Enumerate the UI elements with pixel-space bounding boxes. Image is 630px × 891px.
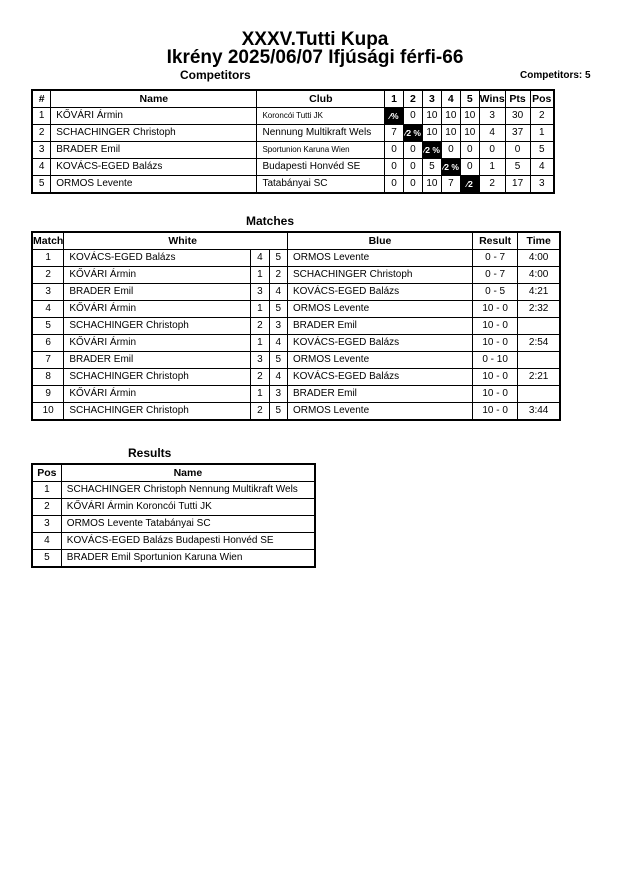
match-time: 4:00 xyxy=(518,250,560,267)
match-row xyxy=(32,267,560,284)
match-number: 7 xyxy=(32,352,64,369)
competitor-position: 3 xyxy=(530,176,554,194)
match-result: 10 - 0 xyxy=(472,335,517,352)
match-number: 8 xyxy=(32,369,64,386)
score-cell: 10 xyxy=(460,125,479,142)
score-cell: 10 xyxy=(422,108,441,125)
competitor-points: 17 xyxy=(505,176,530,194)
col-header-3: 3 xyxy=(422,90,441,108)
white-competitor: KŐVÁRI Ármin xyxy=(64,267,251,284)
match-result: 10 - 0 xyxy=(472,318,517,335)
col-header-name: Name xyxy=(51,90,257,108)
white-competitor: BRADER Emil xyxy=(64,284,251,301)
blue-number: 4 xyxy=(269,335,287,352)
match-number: 9 xyxy=(32,386,64,403)
competitor-points: 37 xyxy=(505,125,530,142)
competitor-row xyxy=(32,125,554,142)
white-number: 2 xyxy=(251,318,269,335)
competitor-number: 5 xyxy=(32,176,51,194)
result-name: KŐVÁRI Ármin Koroncói Tutti JK xyxy=(61,499,315,516)
result-row xyxy=(32,482,315,499)
competitor-number: 2 xyxy=(32,125,51,142)
match-result: 10 - 0 xyxy=(472,369,517,386)
competitor-number: 1 xyxy=(32,108,51,125)
blue-number: 4 xyxy=(269,369,287,386)
competitor-number: 3 xyxy=(32,142,51,159)
match-time: 2:54 xyxy=(518,335,560,352)
match-number: 3 xyxy=(32,284,64,301)
match-time: 2:21 xyxy=(518,369,560,386)
score-cell: 10 xyxy=(441,108,460,125)
self-cell: ⁄2 % xyxy=(403,125,422,142)
match-time xyxy=(518,386,560,403)
competitors-header-row xyxy=(32,90,554,108)
competitor-points: 5 xyxy=(505,159,530,176)
col-header-pts: Pts xyxy=(505,90,530,108)
result-position: 2 xyxy=(32,499,61,516)
result-position: 4 xyxy=(32,533,61,550)
matches-label: Matches xyxy=(246,214,295,228)
match-row xyxy=(32,335,560,352)
match-row xyxy=(32,318,560,335)
blue-number: 4 xyxy=(269,284,287,301)
blue-competitor: ORMOS Levente xyxy=(287,403,472,421)
score-cell: 0 xyxy=(441,142,460,159)
title-line-1: XXXV.Tutti Kupa xyxy=(241,29,389,50)
match-time: 2:32 xyxy=(518,301,560,318)
match-result: 0 - 7 xyxy=(472,267,517,284)
result-position: 5 xyxy=(32,550,61,568)
competitor-position: 5 xyxy=(530,142,554,159)
competitor-position: 1 xyxy=(530,125,554,142)
score-cell: 0 xyxy=(385,142,404,159)
white-competitor: SCHACHINGER Christoph xyxy=(64,369,251,386)
self-cell: ⁄% xyxy=(385,108,404,125)
results-header-row xyxy=(32,464,315,482)
match-result: 0 - 5 xyxy=(472,284,517,301)
col-header-blue: Blue xyxy=(287,232,472,250)
white-number: 1 xyxy=(251,267,269,284)
col-header-1: 1 xyxy=(385,90,404,108)
competitor-club: Tatabányai SC xyxy=(257,176,385,194)
title-line-2: Ikrény 2025/06/07 Ifjúsági férfi-66 xyxy=(166,47,464,68)
col-header-match: Match xyxy=(32,232,64,250)
col-header-pos: Pos xyxy=(32,464,61,482)
score-cell: 0 xyxy=(403,159,422,176)
results-label: Results xyxy=(128,446,172,460)
match-number: 10 xyxy=(32,403,64,421)
match-time: 4:00 xyxy=(518,267,560,284)
competitor-points: 30 xyxy=(505,108,530,125)
matches-header-row xyxy=(32,232,560,250)
competitor-name: ORMOS Levente xyxy=(51,176,257,194)
col-header-time: Time xyxy=(518,232,560,250)
white-competitor: SCHACHINGER Christoph xyxy=(64,318,251,335)
result-row xyxy=(32,533,315,550)
score-cell: 0 xyxy=(460,159,479,176)
blue-competitor: KOVÁCS-EGED Balázs xyxy=(287,335,472,352)
white-number: 1 xyxy=(251,301,269,318)
self-cell: ⁄2 xyxy=(460,176,479,194)
score-cell: 0 xyxy=(403,108,422,125)
self-cell: ⁄2 % xyxy=(422,142,441,159)
score-cell: 10 xyxy=(441,125,460,142)
match-result: 10 - 0 xyxy=(472,386,517,403)
result-row xyxy=(32,550,315,568)
result-name: KOVÁCS-EGED Balázs Budapesti Honvéd SE xyxy=(61,533,315,550)
col-header-4: 4 xyxy=(441,90,460,108)
blue-competitor: BRADER Emil xyxy=(287,386,472,403)
score-cell: 7 xyxy=(385,125,404,142)
col-header-pos: Pos xyxy=(530,90,554,108)
match-result: 0 - 10 xyxy=(472,352,517,369)
competitor-wins: 2 xyxy=(479,176,505,194)
white-number: 2 xyxy=(251,369,269,386)
competitor-row xyxy=(32,159,554,176)
col-header-result: Result xyxy=(472,232,517,250)
col-header-5: 5 xyxy=(460,90,479,108)
blue-competitor: KOVÁCS-EGED Balázs xyxy=(287,284,472,301)
match-number: 6 xyxy=(32,335,64,352)
result-name: SCHACHINGER Christoph Nennung Multikraft Wels xyxy=(61,482,315,499)
match-time: 4:21 xyxy=(518,284,560,301)
white-number: 1 xyxy=(251,335,269,352)
competitor-position: 2 xyxy=(530,108,554,125)
result-name: ORMOS Levente Tatabányai SC xyxy=(61,516,315,533)
blue-number: 3 xyxy=(269,386,287,403)
competitor-wins: 1 xyxy=(479,159,505,176)
score-cell: 10 xyxy=(422,176,441,194)
competitor-club: Koroncói Tutti JK xyxy=(257,108,385,125)
score-cell: 0 xyxy=(403,176,422,194)
col-header-white: White xyxy=(64,232,288,250)
white-number: 2 xyxy=(251,403,269,421)
result-position: 3 xyxy=(32,516,61,533)
result-row xyxy=(32,516,315,533)
result-position: 1 xyxy=(32,482,61,499)
white-number: 3 xyxy=(251,284,269,301)
competitor-name: SCHACHINGER Christoph xyxy=(51,125,257,142)
match-row xyxy=(32,284,560,301)
score-cell: 7 xyxy=(441,176,460,194)
match-row xyxy=(32,352,560,369)
white-competitor: KŐVÁRI Ármin xyxy=(64,335,251,352)
blue-number: 5 xyxy=(269,250,287,267)
match-time xyxy=(518,352,560,369)
match-row xyxy=(32,369,560,386)
match-time: 3:44 xyxy=(518,403,560,421)
self-cell: ⁄2 % xyxy=(441,159,460,176)
score-cell: 0 xyxy=(385,176,404,194)
competitor-row xyxy=(32,108,554,125)
competitor-name: BRADER Emil xyxy=(51,142,257,159)
blue-competitor: ORMOS Levente xyxy=(287,250,472,267)
blue-number: 2 xyxy=(269,267,287,284)
col-header-wins: Wins xyxy=(479,90,505,108)
competitor-club: Budapesti Honvéd SE xyxy=(257,159,385,176)
matches-table xyxy=(31,231,561,421)
match-result: 10 - 0 xyxy=(472,301,517,318)
blue-number: 5 xyxy=(269,352,287,369)
white-number: 3 xyxy=(251,352,269,369)
competitor-club: Nennung Multikraft Wels xyxy=(257,125,385,142)
match-result: 10 - 0 xyxy=(472,403,517,421)
score-cell: 0 xyxy=(385,159,404,176)
competitor-club: Sportunion Karuna Wien xyxy=(257,142,385,159)
competitor-points: 0 xyxy=(505,142,530,159)
white-competitor: KOVÁCS-EGED Balázs xyxy=(64,250,251,267)
blue-number: 5 xyxy=(269,301,287,318)
competitor-wins: 0 xyxy=(479,142,505,159)
match-result: 0 - 7 xyxy=(472,250,517,267)
competitor-name: KŐVÁRI Ármin xyxy=(51,108,257,125)
competitors-count: Competitors: 5 xyxy=(520,70,591,81)
white-number: 4 xyxy=(251,250,269,267)
match-number: 4 xyxy=(32,301,64,318)
competitors-label: Competitors xyxy=(180,68,251,82)
white-competitor: KŐVÁRI Ármin xyxy=(64,301,251,318)
results-table xyxy=(31,463,316,568)
blue-competitor: BRADER Emil xyxy=(287,318,472,335)
score-cell: 10 xyxy=(460,108,479,125)
match-row xyxy=(32,250,560,267)
score-cell: 0 xyxy=(460,142,479,159)
blue-competitor: ORMOS Levente xyxy=(287,352,472,369)
match-row xyxy=(32,403,560,421)
blue-number: 3 xyxy=(269,318,287,335)
match-number: 1 xyxy=(32,250,64,267)
col-header-2: 2 xyxy=(403,90,422,108)
competitor-wins: 3 xyxy=(479,108,505,125)
blue-competitor: KOVÁCS-EGED Balázs xyxy=(287,369,472,386)
match-row xyxy=(32,301,560,318)
blue-competitor: ORMOS Levente xyxy=(287,301,472,318)
match-number: 2 xyxy=(32,267,64,284)
col-header-num: # xyxy=(32,90,51,108)
match-row xyxy=(32,386,560,403)
competitors-table xyxy=(31,89,555,194)
white-competitor: SCHACHINGER Christoph xyxy=(64,403,251,421)
col-header-club: Club xyxy=(257,90,385,108)
competitor-number: 4 xyxy=(32,159,51,176)
blue-competitor: SCHACHINGER Christoph xyxy=(287,267,472,284)
competitor-position: 4 xyxy=(530,159,554,176)
competitor-row xyxy=(32,142,554,159)
white-competitor: BRADER Emil xyxy=(64,352,251,369)
competitor-name: KOVÁCS-EGED Balázs xyxy=(51,159,257,176)
result-name: BRADER Emil Sportunion Karuna Wien xyxy=(61,550,315,568)
white-number: 1 xyxy=(251,386,269,403)
match-time xyxy=(518,318,560,335)
col-header-name: Name xyxy=(61,464,315,482)
score-cell: 5 xyxy=(422,159,441,176)
competitor-wins: 4 xyxy=(479,125,505,142)
blue-number: 5 xyxy=(269,403,287,421)
match-number: 5 xyxy=(32,318,64,335)
score-cell: 10 xyxy=(422,125,441,142)
result-row xyxy=(32,499,315,516)
competitor-row xyxy=(32,176,554,194)
white-competitor: KŐVÁRI Ármin xyxy=(64,386,251,403)
score-cell: 0 xyxy=(403,142,422,159)
